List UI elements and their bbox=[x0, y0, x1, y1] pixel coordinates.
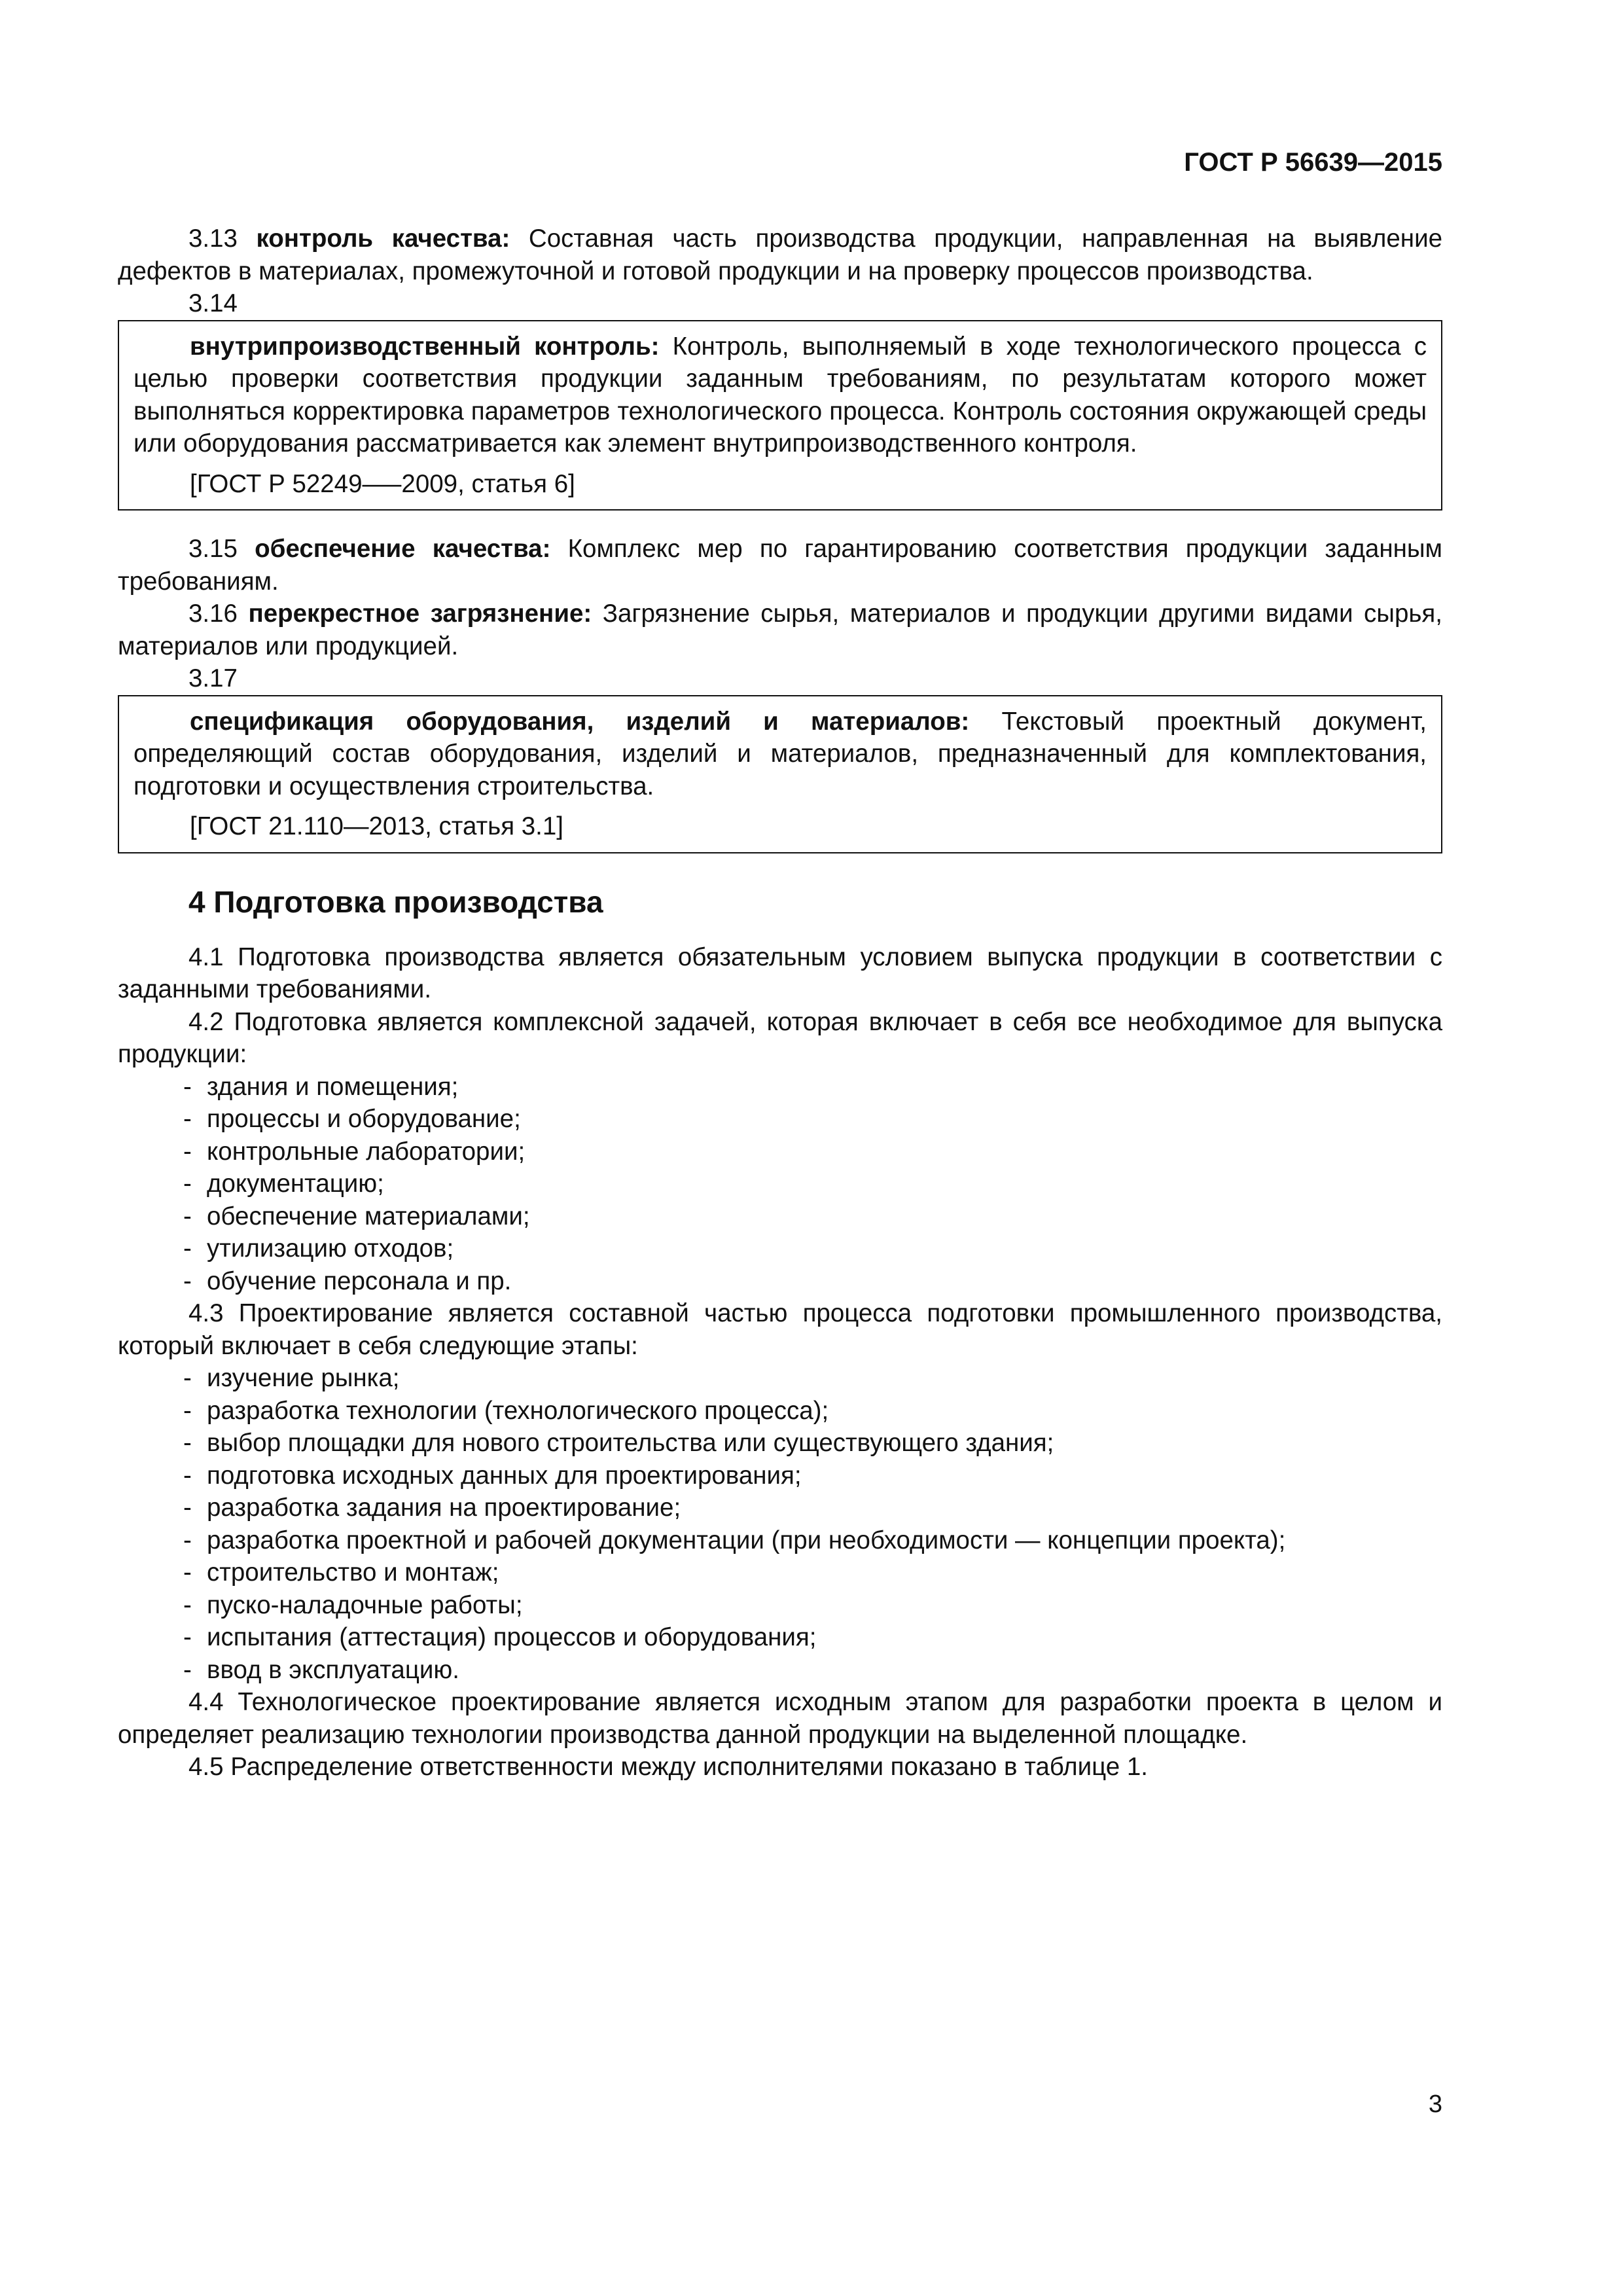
document-body bbox=[118, 223, 1442, 1784]
list-item: - контрольные лаборатории; bbox=[183, 1137, 526, 1166]
list-item: - разработка задания на проектирование; bbox=[183, 1494, 681, 1522]
term-3-13: 3.13 контроль качества: Составная часть производства продукции, направленная на выявление дефектов в материалах, промежуточной и готовой продукции и на проверку процессов производства. bbox=[118, 224, 1442, 285]
list-item: - ввод в эксплуатацию. bbox=[183, 1655, 459, 1684]
term-box-3-17 bbox=[118, 695, 1442, 853]
paragraph-4-5: 4.5 Распределение ответственности между исполнителями показано в таблице 1. bbox=[188, 1753, 1148, 1781]
term-number-3-14: 3.14 bbox=[188, 289, 238, 317]
term-3-15: 3.15 обеспечение качества: Комплекс мер по гарантированию соответствия продукции заданным требованиям. bbox=[118, 535, 1443, 596]
paragraph-4-1: 4.1 Подготовка производства является обязательным условием выпуска продукции в соответствии с заданными требованиями. bbox=[118, 942, 1442, 1003]
list-4-2 bbox=[118, 1071, 1442, 1298]
term-3-16: 3.16 перекрестное загрязнение: Загрязнение сырья, материалов и продукции другими видами сырья, материалов или продукцией. bbox=[118, 600, 1442, 660]
list-item: - документацию; bbox=[183, 1170, 384, 1198]
list-item: - пуско-наладочные работы; bbox=[183, 1590, 523, 1619]
list-item: - обеспечение материалами; bbox=[183, 1202, 530, 1230]
list-item: - испытания (аттестация) процессов и оборудования; bbox=[183, 1623, 817, 1651]
section-4-heading: 4 Подготовка производства bbox=[188, 884, 603, 919]
list-item: - обучение персонала и пр. bbox=[183, 1266, 512, 1295]
list-item: - разработка технологии (технологического процесса); bbox=[183, 1396, 829, 1425]
list-item: - утилизацию отходов; bbox=[183, 1234, 454, 1263]
term-box-3-14 bbox=[118, 320, 1442, 511]
term-source-3-17: [ГОСТ 21.110—2013, статья 3.1] bbox=[190, 812, 563, 840]
list-4-3 bbox=[118, 1362, 1442, 1686]
page-number: 3 bbox=[1428, 2090, 1442, 2118]
list-item: - процессы и оборудование; bbox=[183, 1105, 521, 1133]
term-3-14: внутрипроизводственный контроль: Контроль, выполняемый в ходе технологического процесса с целью проверки соответствия продукции заданным требованиям, по результатам которого может выполняться корректировка параметров технологического процесса. Контроль состояния окружающей среды или оборудования рассматривается как элемент внутрипроизводственного контроля. bbox=[134, 332, 1427, 457]
list-item: - здания и помещения; bbox=[183, 1072, 459, 1101]
list-item: - разработка проектной и рабочей документации (при необходимости — концепции проекта); bbox=[183, 1526, 1286, 1554]
term-source-3-14: [ГОСТ Р 52249—–2009, статья 6] bbox=[190, 469, 575, 498]
paragraph-4-2: 4.2 Подготовка является комплексной задачей, которая включает в себя все необходимое для выпуска продукции: bbox=[118, 1007, 1442, 1068]
list-item: - изучение рынка; bbox=[183, 1364, 400, 1392]
document-header: ГОСТ Р 56639—2015 bbox=[1184, 148, 1442, 177]
term-number-3-17: 3.17 bbox=[188, 664, 238, 692]
paragraph-4-3: 4.3 Проектирование является составной частью процесса подготовки промышленного производства, который включает в себя следующие этапы: bbox=[118, 1299, 1442, 1360]
list-item: - выбор площадки для нового строительства или существующего здания; bbox=[183, 1429, 1054, 1457]
list-item: - подготовка исходных данных для проектирования; bbox=[183, 1461, 802, 1490]
term-3-17: спецификация оборудования, изделий и материалов: Текстовый проектный документ, определяющий состав оборудования, изделий и материалов, предназначенный для комплектования, подготовки и осуществления строительства. bbox=[134, 707, 1427, 800]
paragraph-4-4: 4.4 Технологическое проектирование является исходным этапом для разработки проекта в целом и определяет реализацию технологии производства данной продукции на выделенной площадке. bbox=[118, 1688, 1442, 1749]
list-item: - строительство и монтаж; bbox=[183, 1558, 499, 1587]
